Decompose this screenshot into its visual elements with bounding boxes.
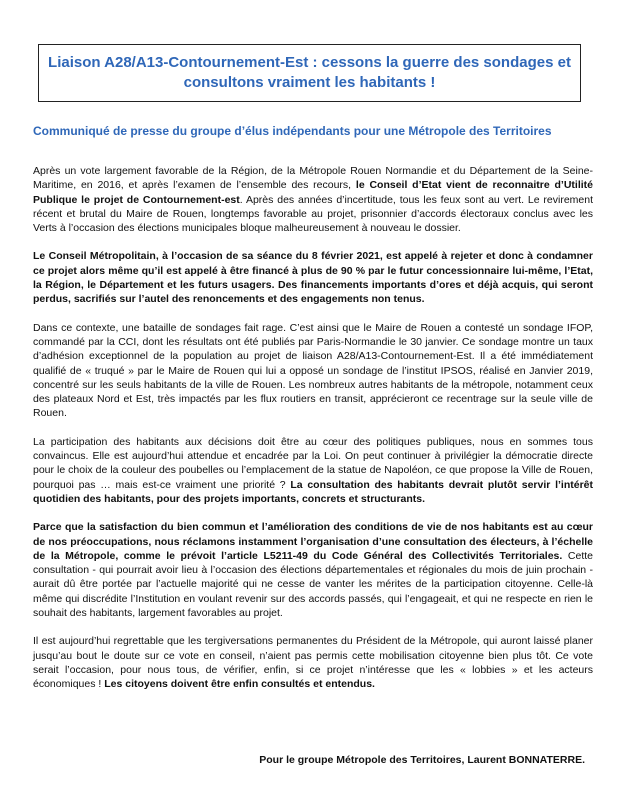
paragraph-6-text-a: Il est aujourd’hui regrettable que les tergiversations permanentes du Président de la Métropole, qui auront laissé planer jusqu’au bout le doute sur ce vote en conseil, n’aient pas permis cette mobilisation citoyenne bien plus tôt. Ce vote serait l’occasion, pour nous tous, de vérifier, enfin, si ce projet n’intéresse que les « lobbies » et les acteurs économiques !	[33, 635, 593, 691]
signature: Pour le groupe Métropole des Territoires, Laurent BONNATERRE.	[259, 754, 585, 766]
title-line-1: Liaison A28/A13-Contournement-Est : cessons la guerre des sondages et	[48, 54, 571, 71]
subtitle: Communiqué de presse du groupe d’élus indépendants pour une Métropole des Territoires	[33, 124, 552, 138]
title-box	[38, 44, 581, 102]
paragraph-5	[33, 520, 593, 620]
paragraph-4-text-a: La participation des habitants aux décisions doit être au cœur des politiques publiques, nous en sommes tous convaincus. Elle est aujourd’hui attendue et encadrée par la Loi. On peut continuer à privilégier la démocratie directe pour le choix de la couleur des poubelles ou l’emplacement de la statue de Napoléon, ce que propose la Ville de Rouen, pourquoi pas … mais est-ce vraiment une priorité ?	[33, 435, 593, 491]
paragraph-1-bold: le Conseil d’Etat vient de reconnaitre d’Utilité Publique le projet de Contournement-est	[33, 179, 593, 206]
paragraph-4-bold: La consultation des habitants devrait plutôt servir l’intérêt quotidien des habitants, pour des projets importants, concrets et structurants.	[33, 478, 593, 505]
body-text	[33, 164, 593, 692]
paragraph-1-text-c: . Après des années d’incertitude, tous les feux sont au vert. Le revirement récent et brutal du Maire de Rouen, longtemps favorable au projet, prisonnier d’accords électoraux conclus avec les Verts à l’occasion des élections municipales bloque malheureusement à nouveau le dossier.	[33, 193, 594, 235]
paragraph-2	[33, 249, 593, 306]
paragraph-5-text-b: Cette consultation - qui pourrait avoir lieu à l’occasion des élections départementales et régionales du mois de juin prochain - aurait dû être portée par l’actuelle majorité qui ne cesse de vanter les mérites de la participation citoyenne. Celle-là même qui discrédite l’Institution en voulant revenir sur des accords passés, qui l’engageait, et qui ne respecte en rien le souhait des habitants, largement favorables au projet.	[33, 549, 593, 620]
paragraph-1-text-a: Après un vote largement favorable de la Région, de la Métropole Rouen Normandie et du Département de la Seine-Maritime, en 2016, et après l’examen de l’ensemble des recours,	[33, 165, 593, 192]
paragraph-5-bold: Parce que la satisfaction du bien commun et l’amélioration des conditions de vie de nos habitants est au cœur de nos préoccupations, nous réclamons instamment l’organisation d’une consultation des électeurs, à l’échelle de la Métropole, comme le prévoit l’article L5211-49 du Code Général des Collectivités Territoriales.	[33, 521, 593, 562]
paragraph-3	[33, 321, 593, 421]
paragraph-4	[33, 435, 593, 506]
title-line-2: consultons vraiment les habitants !	[183, 74, 436, 91]
paragraph-2-bold: Le Conseil Métropolitain, à l’occasion de sa séance du 8 février 2021, est appelé à rejeter et donc à condamner ce projet alors même qu’il est appelé à être financé à plus de 90 % par le futur concessionnaire lui-même, l’Etat, la Région, le Département et les futurs usagers. Des financements importants d’ores et déjà acquis, qui seront perdus, sacrifiés sur l’autel des renoncements et des engagements non tenus.	[33, 250, 593, 306]
paragraph-6	[33, 634, 593, 691]
paragraph-6-bold: Les citoyens doivent être enfin consultés et entendus.	[104, 678, 375, 691]
paragraph-3-text: Dans ce contexte, une bataille de sondages fait rage. C’est ainsi que le Maire de Rouen a contesté un sondage IFOP, commandé par la CCI, dont les résultats ont été publiés par Paris-Normandie le 30 janvier. Ce sondage montre un taux d’adhésion exceptionnel de la population au projet de liaison A28/A13-Contournement-Est. Il a été immédiatement qualifié de « truqué » par le Maire de Rouen qui lui a opposé un sondage de l’institut IPSOS, réalisé en Janvier 2019, concentré sur les seuls habitants de la ville de Rouen. Les nombreux autres habitants de la métropole, notamment ceux des plateaux Nord et Est, très impactés par les flux routiers en transit, apprécieront ce recentrage sur la seule ville de Rouen.	[33, 321, 593, 420]
paragraph-1	[33, 164, 593, 235]
